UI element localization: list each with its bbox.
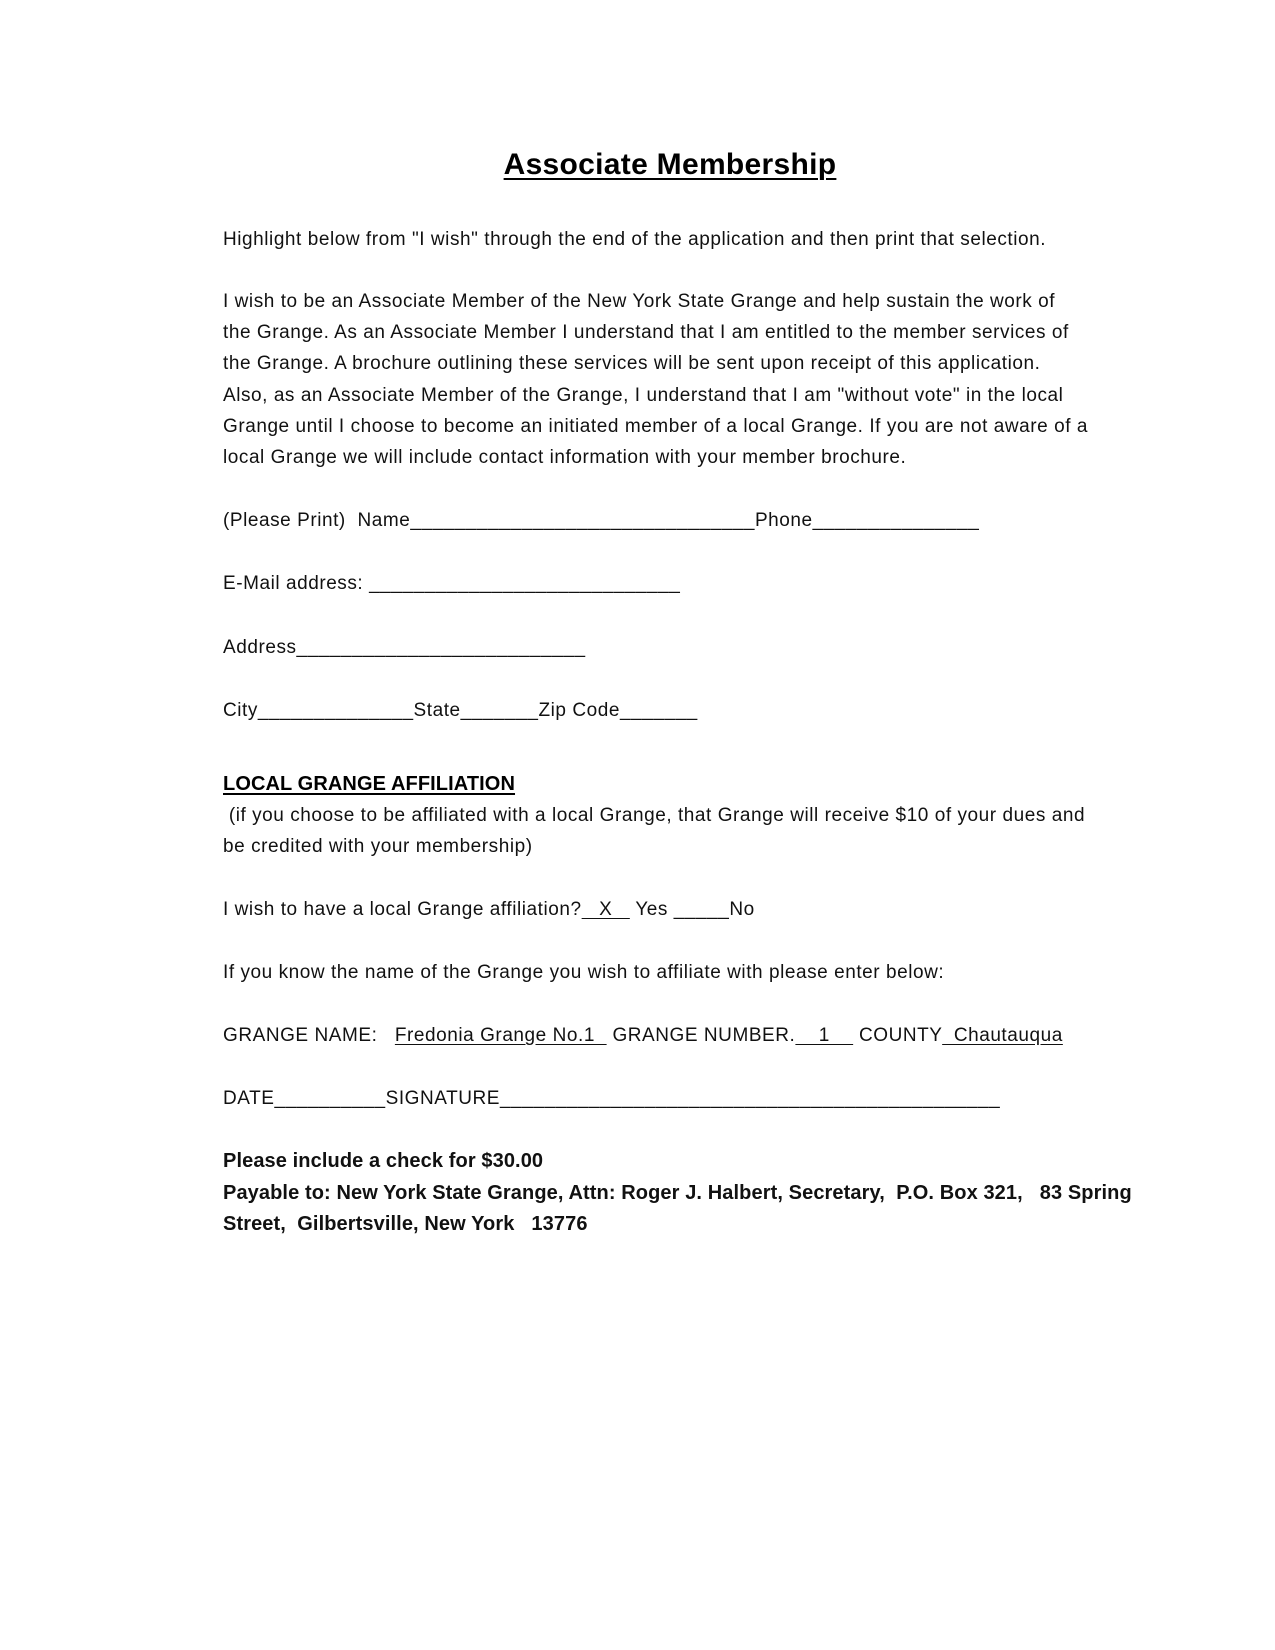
grange-name-label: GRANGE NAME: <box>223 1025 395 1046</box>
intro-line: local Grange we will include contact information with your member brochure. <box>223 447 907 468</box>
intro-line: Also, as an Associate Member of the Grange, I understand that I am "without vote" in the local <box>223 385 1064 406</box>
page-title <box>0 148 1275 182</box>
instructions-text: Highlight below from "I wish" through the end of the application and then print that selection. <box>223 229 1047 250</box>
affiliation-yes-mark[interactable]: X <box>581 899 630 920</box>
payable-line: Payable to: New York State Grange, Attn: Roger J. Halbert, Secretary, P.O. Box 321, 83 Spring <box>223 1182 1132 1204</box>
address-field[interactable]: Address__________________________ <box>223 637 586 658</box>
affiliation-heading: LOCAL GRANGE AFFILIATION <box>223 773 516 795</box>
name-phone-field[interactable]: (Please Print) Name_______________________________Phone_______________ <box>223 510 980 531</box>
city-state-zip-field[interactable]: City______________State_______Zip Code_______ <box>223 700 698 721</box>
email-field[interactable]: E-Mail address: ____________________________ <box>223 573 681 594</box>
grange-name-instruction: If you know the name of the Grange you wish to affiliate with please enter below: <box>223 962 945 983</box>
intro-line: the Grange. A brochure outlining these services will be sent upon receipt of this application. <box>223 353 1041 374</box>
affiliation-note-line: (if you choose to be affiliated with a local Grange, that Grange will receive $10 of your dues and <box>223 805 1086 826</box>
intro-line: the Grange. As an Associate Member I understand that I am entitled to the member services of <box>223 322 1069 343</box>
affiliation-question <box>223 894 755 926</box>
affiliation-note-line: be credited with your membership) <box>223 836 533 857</box>
grange-name-field[interactable]: Fredonia Grange No.1 <box>394 1025 607 1046</box>
grange-details-row <box>223 1020 1063 1052</box>
affiliation-question-text: I wish to have a local Grange affiliation? <box>223 899 582 920</box>
title-text: Associate Membership <box>503 148 837 181</box>
intro-line: I wish to be an Associate Member of the New York State Grange and help sustain the work of <box>223 291 1056 312</box>
payable-line: Street, Gilbertsville, New York 13776 <box>223 1213 588 1235</box>
grange-number-field[interactable]: 1 <box>795 1025 854 1046</box>
date-signature-field[interactable]: DATE__________SIGNATURE_____________________________________________ <box>223 1088 1001 1109</box>
check-instruction: Please include a check for $30.00 <box>223 1150 544 1172</box>
county-label: COUNTY <box>853 1025 943 1046</box>
grange-number-label: GRANGE NUMBER. <box>606 1025 796 1046</box>
intro-line: Grange until I choose to become an initiated member of a local Grange. If you are not aware of a <box>223 416 1088 437</box>
affiliation-yes-no-label[interactable]: Yes _____No <box>629 899 755 920</box>
county-field[interactable]: Chautauqua <box>942 1025 1063 1046</box>
